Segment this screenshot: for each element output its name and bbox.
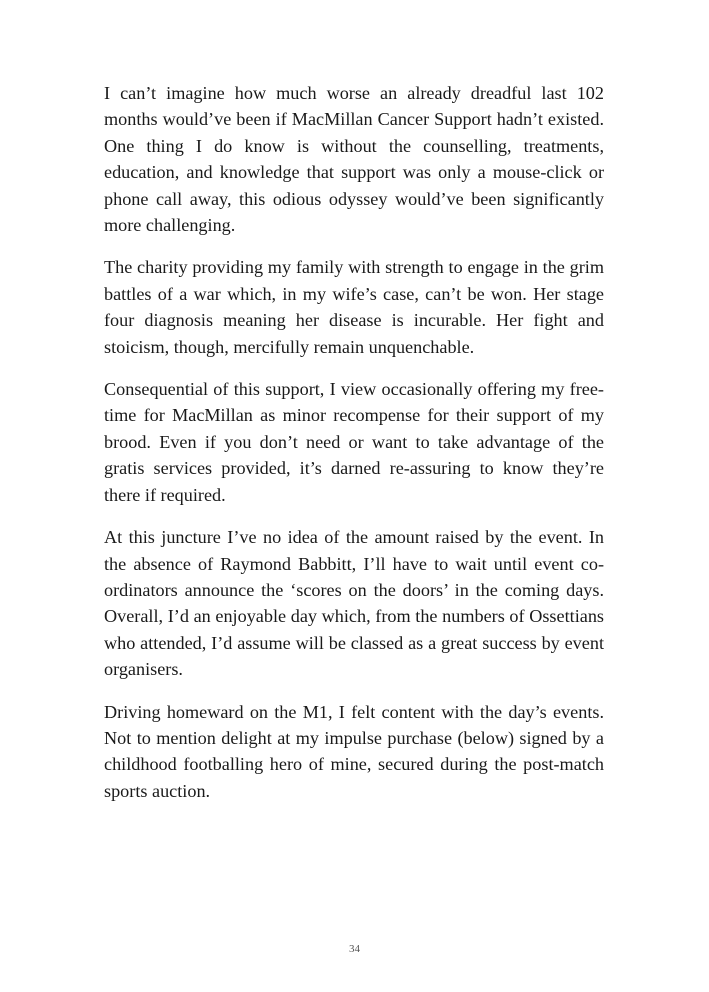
paragraph-3: Consequential of this support, I view occasionally offering my free-time for MacMillan as minor recompense for their support of my brood. Even if you don’t need or want to take advantage of the gratis services provided, it’s darned re-assuring to know they’re there if required.: [104, 379, 604, 505]
body-text: [104, 80, 604, 820]
paragraph-2: The charity providing my family with strength to engage in the grim battles of a war which, in my wife’s case, can’t be won. Her stage four diagnosis meaning her disease is incurable. Her fight and stoicism, though, mercifully remain unquenchable.: [104, 257, 604, 357]
page-number: 34: [349, 943, 360, 955]
paragraph-4: At this juncture I’ve no idea of the amount raised by the event. In the absence of Raymond Babbitt, I’ll have to wait until event co-ordinators announce the ‘scores on the doors’ in the coming days. Overall, I’d an enjoyable day which, from the numbers of Ossettians who attended, I’d assume will be classed as a great success by event organisers.: [104, 527, 604, 680]
paragraph-5: Driving homeward on the M1, I felt content with the day’s events. Not to mention delight at my impulse purchase (below) signed by a childhood footballing hero of mine, secured during the post-match sports auction.: [104, 701, 604, 801]
paragraph-1: I can’t imagine how much worse an already dreadful last 102 months would’ve been if MacMillan Cancer Support hadn’t existed. One thing I do know is without the counselling, treatments, education, and knowledge that support was only a mouse-click or phone call away, this odious odyssey would’ve been significantly more challenging.: [104, 83, 604, 236]
